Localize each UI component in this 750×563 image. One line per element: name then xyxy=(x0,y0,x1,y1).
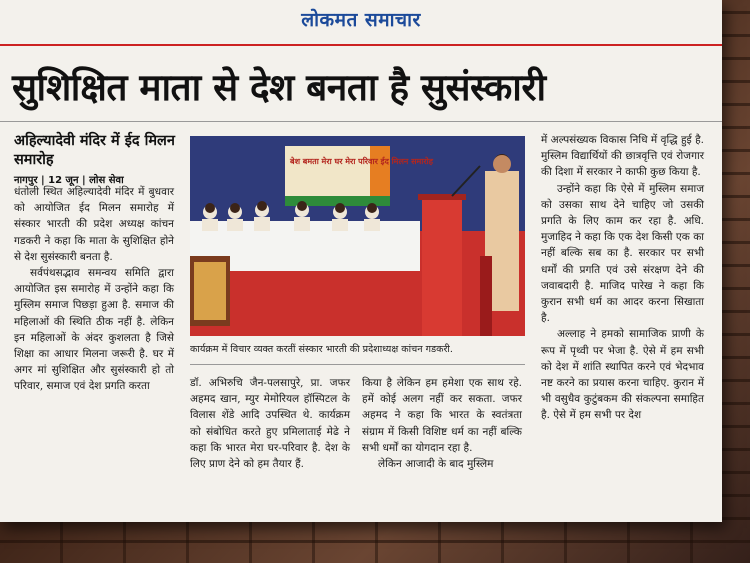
banner-text: बेश बमता मेरा घर मेरा परिवार ईद मिलन समारोह xyxy=(290,157,433,166)
article-column-2 xyxy=(190,375,350,472)
paragraph: डॉ. अभिरुचि जैन-पलसापुरे, प्रा. जफर अहमद खान, म्युर मेमोरियल हॉस्पिटल के विलास शेंडे आदि उपस्थित थे. कार्यक्रम को संबोधित करते हुए प्रमिलाताई मेढे ने कहा कि भारत मेरा घर-परिवार है. देश के लिए प्राण देने को हम तैयार हैं. xyxy=(190,377,350,471)
caption-rule xyxy=(190,364,525,365)
event-photo-image xyxy=(190,136,525,336)
masthead-rule xyxy=(0,44,722,46)
subheadline: अहिल्यादेवी मंदिर में ईद मिलन समारोह xyxy=(14,133,175,168)
paragraph: लेकिन आजादी के बाद मुस्लिम xyxy=(378,458,494,471)
photo-caption: कार्यक्रम में विचार व्यक्त करतीं संस्कार भारती की प्रदेशाध्यक्ष कांचन गडकरी. xyxy=(190,344,453,355)
paragraph: अल्लाह ने हमको सामाजिक प्राणी के रूप में पृथ्वी पर भेजा है. ऐसे में हम सभी को देश में शांति स्थापित करने एवं भेदभाव नष्ट करने का प्रयास करना चाहिए. कुरान में भी वसुधैव कुटुंबकम की संकल्पना समाहित है. ऐसे में हम सभी पर देश xyxy=(541,328,704,422)
article-column-3 xyxy=(362,375,522,472)
article-column-4 xyxy=(541,132,704,424)
paragraph: उन्होंने कहा कि ऐसे में मुस्लिम समाज को उसका साथ देने चाहिए जो उसकी प्रगति के लिए काम कर रहा है. अधि. मुजाहिद ने कहा कि एक देश किसी एक का नहीं बल्कि सब का है. सरकार पर सभी धर्मों की प्रगति एवं उसे संरक्षण देने की जवाबदारी है. माजिद पारेख ने कहा कि कुरान सभी धर्म का आदर करना सिखाता है. xyxy=(541,182,704,325)
paragraph: में अल्पसंख्यक विकास निधि में वृद्धि हुई है. मुस्लिम विद्यार्थियों की छात्रवृत्ति एवं रोजगार की दिशा में सरकार ने काफी कुछ किया है. xyxy=(541,134,704,179)
event-photo xyxy=(190,136,525,336)
headline: सुशिक्षित माता से देश बनता है सुसंस्कारी xyxy=(12,66,546,109)
paragraph: किया है लेकिन हम हमेशा एक साथ रहे. हमें कोई अलग नहीं कर सकता. जफर अहमद ने कहा कि भारत के स्वतंत्रता संग्राम में किसी विशिष्ट धर्म का नहीं बल्कि सभी धर्मों का योगदान रहा है. xyxy=(362,377,522,454)
masthead: लोकमत समाचार xyxy=(301,9,421,31)
paragraph: धंतोली स्थित अहिल्यादेवी मंदिर में बुधवार को आयोजित ईद मिलन समारोह में संस्कार भारती की प्रदेश अध्यक्ष कांचन गडकरी ने कहा कि माता के सुशिक्षित होने से देश सुसंस्कारी बनता है. xyxy=(14,186,174,263)
paragraph: सर्वपंथसद्भाव समन्वय समिति द्वारा आयोजित इस समारोह में उन्होंने कहा कि मुस्लिम समाज पिछड़ा हुआ है. समाज की महिलाओं की स्थिति ठीक नहीं है. लेकिन इन महिलाओं के अंदर कुशलता है जिसे शिक्षा का आधार मिलना जरूरी है. घर में अगर मां सुशिक्षित और सुसंस्कारी हो तो परिवार, समाज एवं देश प्रगति करता xyxy=(14,267,174,393)
dateline: नागपुर | 12 जून | लोस सेवा xyxy=(14,175,124,186)
article-column-1 xyxy=(14,184,174,395)
headline-rule xyxy=(0,121,722,122)
